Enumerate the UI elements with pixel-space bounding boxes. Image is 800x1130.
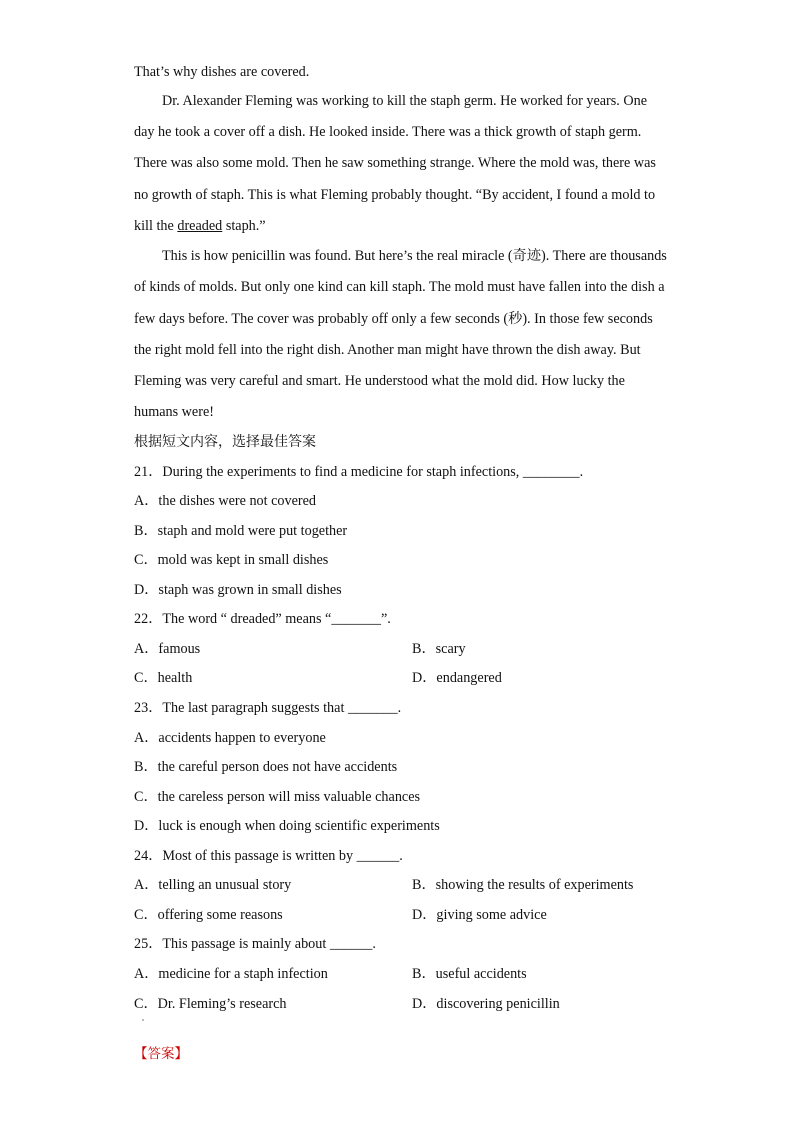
question-22-option-c: C．health <box>134 670 193 686</box>
passage-line: This is how penicillin was found. But here’s the real miracle (奇迹). There are thousands <box>162 248 667 264</box>
question-23-option-b: B．the careful person does not have accidents <box>134 759 398 775</box>
question-21-option-d: D．staph was grown in small dishes <box>134 582 342 598</box>
question-21-option-b: B．staph and mold were put together <box>134 523 348 539</box>
passage-line: day he took a cover off a dish. He looked inside. There was a thick growth of staph germ. <box>134 124 642 140</box>
question-21-option-a: A．the dishes were not covered <box>134 493 317 509</box>
passage-line <box>134 216 266 236</box>
instruction-heading: 根据短文内容，选择最佳答案 <box>134 434 316 450</box>
passage-line: no growth of staph. This is what Fleming probably thought. “By accident, I found a mold to <box>134 187 656 203</box>
question-22-option-d: D．endangered <box>412 670 502 686</box>
question-21-option-c: C．mold was kept in small dishes <box>134 552 329 568</box>
question-23-option-c: C．the careless person will miss valuable chances <box>134 789 421 805</box>
passage-line: There was also some mold. Then he saw something strange. Where the mold was, there was <box>134 155 656 171</box>
passage-line: Fleming was very careful and smart. He understood what the mold did. How lucky the <box>134 373 625 389</box>
question-25-option-c: C．Dr. Fleming’s research <box>134 996 287 1012</box>
passage-line: few days before. The cover was probably off only a few seconds (秒). In those few seconds <box>134 311 653 327</box>
question-25-option-b: B．useful accidents <box>412 966 527 982</box>
question-24-option-b: B．showing the results of experiments <box>412 877 634 893</box>
question-24-stem: 24．Most of this passage is written by ______. <box>134 848 403 864</box>
question-25-option-a: A．medicine for a staph infection <box>134 966 328 982</box>
question-22-option-b: B．scary <box>412 641 466 657</box>
question-24-option-c: C．offering some reasons <box>134 907 283 923</box>
passage-line: Dr. Alexander Fleming was working to kill the staph germ. He worked for years. One <box>162 93 648 109</box>
underlined-word-dreaded: dreaded <box>177 218 223 234</box>
passage-line: That’s why dishes are covered. <box>134 64 310 80</box>
question-22-stem: 22．The word “ dreaded” means “_______”. <box>134 611 391 627</box>
paragraph-mark <box>142 1019 144 1021</box>
question-23-option-a: A．accidents happen to everyone <box>134 730 326 746</box>
question-24-option-a: A．telling an unusual story <box>134 877 292 893</box>
question-24-option-d: D．giving some advice <box>412 907 547 923</box>
answer-label: 【答案】 <box>134 1046 188 1062</box>
question-22-option-a: A．famous <box>134 641 201 657</box>
passage-line: the right mold fell into the right dish. Another man might have thrown the dish away. But <box>134 342 641 358</box>
question-25-stem: 25．This passage is mainly about ______. <box>134 936 376 952</box>
passage-text: kill the <box>134 218 178 234</box>
question-23-option-d: D．luck is enough when doing scientific experiments <box>134 818 440 834</box>
passage-text: staph.” <box>222 218 266 234</box>
passage-line: humans were! <box>134 404 214 420</box>
question-21-stem: 21．During the experiments to find a medicine for staph infections, ________. <box>134 464 584 480</box>
question-25-option-d: D．discovering penicillin <box>412 996 560 1012</box>
question-23-stem: 23．The last paragraph suggests that _______. <box>134 700 402 716</box>
passage-line: of kinds of molds. But only one kind can kill staph. The mold must have fallen into the dish a <box>134 279 665 295</box>
